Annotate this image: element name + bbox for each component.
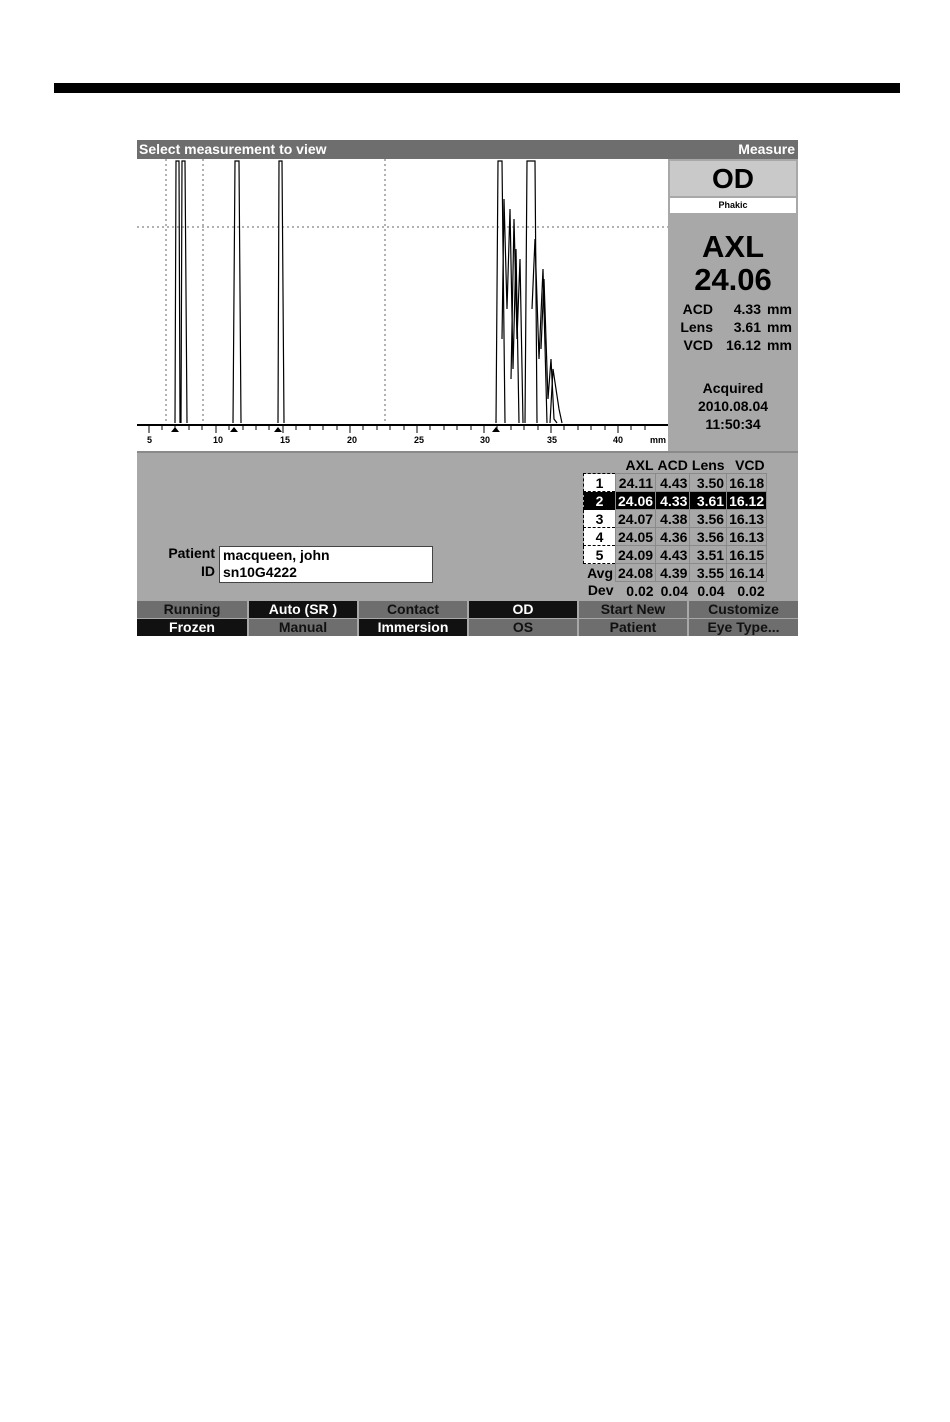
measurement-table [583, 456, 767, 599]
table-row[interactable] [584, 528, 767, 546]
cell-axl: 24.11 [616, 474, 656, 492]
table-row[interactable] [584, 474, 767, 492]
patient-label: Patient [168, 545, 215, 561]
avg-acd: 4.39 [656, 564, 690, 582]
header-lens: Lens [691, 456, 725, 473]
acd-unit: mm [767, 301, 792, 317]
avg-label: Avg [587, 564, 613, 581]
avg-axl: 24.08 [616, 564, 656, 582]
start-new-patient-button[interactable]: Start New [579, 601, 687, 618]
instruction-text: Select measurement to view [139, 141, 327, 157]
cell-lens: 3.61 [690, 492, 727, 510]
vcd-label: VCD [683, 337, 713, 353]
cell-vcd: 16.12 [727, 492, 767, 510]
lens-value: 3.61 [733, 319, 761, 335]
vcd-value: 16.12 [725, 337, 761, 353]
cell-acd: 4.33 [656, 492, 690, 510]
dev-row [584, 582, 767, 600]
axis-tick-label: 40 [613, 435, 624, 445]
dev-vcd: 0.02 [737, 582, 765, 599]
axis-labels [147, 435, 666, 445]
running-button[interactable]: Running [137, 601, 247, 618]
table-row[interactable] [584, 546, 767, 564]
acquired-date: 2010.08.04 [697, 398, 769, 414]
header-axl: AXL [625, 456, 654, 473]
table-row[interactable] [584, 510, 767, 528]
manual-button[interactable]: Manual [249, 619, 357, 636]
dev-lens: 0.04 [697, 582, 725, 599]
os-button[interactable]: OS [469, 619, 577, 636]
table-header [584, 456, 767, 474]
cell-axl: 24.06 [616, 492, 656, 510]
od-button[interactable]: OD [469, 601, 577, 618]
axis-tick-label: 15 [280, 435, 291, 445]
vcd-unit: mm [767, 337, 792, 353]
title-bar [137, 140, 798, 159]
lens-status: Phakic [670, 198, 796, 213]
patient-info-field[interactable] [219, 546, 433, 583]
biometer-screen [137, 140, 798, 636]
vcd-row [668, 337, 798, 355]
cell-acd: 4.43 [656, 474, 690, 492]
cell-vcd: 16.18 [727, 474, 767, 492]
cell-acd: 4.43 [656, 546, 690, 564]
axis-tick-label: 20 [347, 435, 358, 445]
acd-label: ACD [682, 301, 713, 317]
row-index: 4 [584, 528, 616, 546]
row-index: 2 [584, 492, 616, 510]
results-panel [668, 159, 798, 451]
contact-button[interactable]: Contact [359, 601, 467, 618]
table-row-selected[interactable] [584, 492, 767, 510]
header-acd: ACD [657, 456, 688, 473]
auto-sr-button[interactable]: Auto (SR ) [249, 601, 357, 618]
start-new-patient-label[interactable]: Patient [579, 619, 687, 636]
immersion-button[interactable]: Immersion [359, 619, 467, 636]
a-scan-trace[interactable] [137, 159, 668, 451]
id-label: ID [201, 563, 215, 579]
acquired-time: 11:50:34 [705, 416, 761, 432]
axl-value: 24.06 [694, 262, 772, 297]
cell-lens: 3.51 [690, 546, 727, 564]
axis-tick-label: 30 [480, 435, 491, 445]
avg-row [584, 564, 767, 582]
acd-value: 4.33 [733, 301, 761, 317]
cell-axl: 24.07 [616, 510, 656, 528]
axis-tick-label: 35 [547, 435, 558, 445]
dev-axl: 0.02 [626, 582, 654, 599]
row-index: 3 [584, 510, 616, 528]
axis-tick-label: 10 [213, 435, 224, 445]
cell-axl: 24.05 [616, 528, 656, 546]
avg-vcd: 16.14 [727, 564, 767, 582]
softkey-bar [137, 599, 798, 636]
cell-lens: 3.56 [690, 528, 727, 546]
patient-name: macqueen, john [223, 547, 330, 563]
cell-lens: 3.56 [690, 510, 727, 528]
divider [137, 451, 798, 453]
axis-minor-ticks [149, 425, 645, 433]
cell-vcd: 16.15 [727, 546, 767, 564]
cell-lens: 3.50 [690, 474, 727, 492]
acquired-label: Acquired [702, 380, 764, 396]
echo-spikes [175, 161, 562, 423]
mode-label: Measure [738, 141, 795, 157]
axis-tick-label: 5 [147, 435, 153, 445]
header-vcd: VCD [735, 456, 765, 473]
customize-eye-type-label[interactable]: Eye Type... [689, 619, 798, 636]
avg-lens: 3.55 [690, 564, 727, 582]
cell-vcd: 16.13 [727, 528, 767, 546]
gate-markers [171, 427, 500, 432]
gate-lines [137, 159, 668, 427]
lens-row [668, 319, 798, 337]
row-index: 1 [584, 474, 616, 492]
patient-id: sn10G4222 [223, 564, 297, 580]
frozen-button[interactable]: Frozen [137, 619, 247, 636]
axis-tick-label: 25 [414, 435, 425, 445]
axl-label: AXL [702, 229, 764, 264]
row-index: 5 [584, 546, 616, 564]
axis-unit-label: mm [650, 435, 667, 445]
acd-row [668, 301, 798, 319]
dev-label: Dev [587, 582, 614, 599]
lens-unit: mm [767, 319, 792, 335]
customize-eye-type-button[interactable]: Customize [689, 601, 798, 618]
eye-indicator: OD [670, 161, 796, 196]
cell-axl: 24.09 [616, 546, 656, 564]
top-rule [54, 83, 900, 93]
lens-label: Lens [680, 319, 713, 335]
cell-vcd: 16.13 [727, 510, 767, 528]
cell-acd: 4.36 [656, 528, 690, 546]
dev-acd: 0.04 [660, 582, 688, 599]
cell-acd: 4.38 [656, 510, 690, 528]
